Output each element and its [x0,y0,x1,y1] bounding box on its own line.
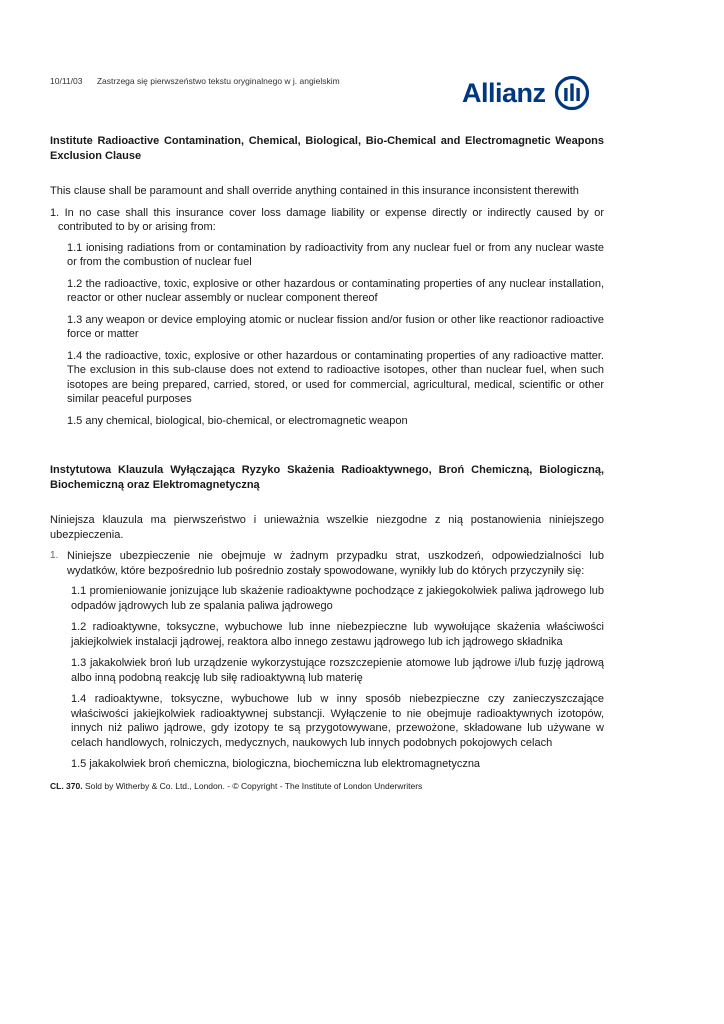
english-subitem-1-4: 1.4 the radioactive, toxic, explosive or other hazardous or contaminating properties of any radioactive matter. The exclusion in this sub-clause does not extend to radioactive isotopes, other than nuclear fuel, when such isotopes are being prepared, carried, stored, or used for commercial, agricultural, medical, scientific or other similar peaceful purposes [67,349,604,405]
english-subitem-1-2: 1.2 the radioactive, toxic, explosive or other hazardous or contaminating properties of any nuclear installation, reactor or other nuclear assembly or nuclear component thereof [67,277,604,304]
footer [50,781,422,791]
english-intro: This clause shall be paramount and shall override anything contained in this insurance inconsistent therewith [50,185,579,197]
footer-copyright: Sold by Witherby & Co. Ltd., London. - © Copyright - The Institute of London Underwriters [84,781,423,791]
allianz-eagle-icon [554,75,590,111]
english-clause-title: Institute Radioactive Contamination, Chemical, Biological, Bio-Chemical and Electromagnetic Weapons Exclusion Clause [50,135,604,162]
polish-subitem-1-5: 1.5 jakakolwiek broń chemiczna, biologiczna, biochemiczna lub elektromagnetyczna [71,758,481,770]
polish-intro: Niniejsza klauzula ma pierwszeństwo i unieważnia wszelkie niezgodne z nią postanowienia niniejszego ubezpieczenia. [50,514,604,541]
section-divider-space [50,435,604,463]
polish-item-1-number: 1. [50,550,59,561]
document-date: 10/11/03 [50,76,83,86]
polish-subitem-1-4: 1.4 radioaktywne, toksyczne, wybuchowe lub w inny sposób niebezpieczne czy zanieczyszczające właściwości jakiejkolwiek radioaktywnej substancji. Wyłączenie to nie obejmuje radioaktywnych izotopów, innych niż paliwo jądrowe, gdy izotopy te są przygotowywane, przewożone, składowane lub używane w celach handlowych, rolniczych, medycznych, naukowych lub innych podobnych pokojowych celach [71,693,604,749]
polish-subitem-1-2: 1.2 radioaktywne, toksyczne, wybuchowe lub inne niebezpieczne lub wywołujące skażenia właściwości jakiejkolwiek instalacji jądrowej, reaktora albo innego zestawu jądrowego lub ich jądrowego składnika [71,621,604,648]
english-subitem-1-1: 1.1 ionising radiations from or contamination by radioactivity from any nuclear fuel or from any nuclear waste or from the combustion of nuclear fuel [67,241,604,268]
polish-clause-title: Instytutowa Klauzula Wyłączająca Ryzyko Skażenia Radioaktywnego, Broń Chemiczną, Biologiczną, Biochemiczną oraz Elektromagnetyczną [50,464,604,491]
polish-item-1-text: Niniejsze ubezpieczenie nie obejmuje w żadnym przypadku strat, uszkodzeń, odpowiedzialności lub wydatków, które bezpośrednio lub pośrednio zostały spowodowane, wynikły lub do których przyczyniły się: [67,550,604,577]
english-subitem-1-5: 1.5 any chemical, biological, bio-chemical, or electromagnetic weapon [67,414,408,427]
clause-content [50,134,604,779]
polish-item-1 [50,549,604,578]
english-item-1: 1. In no case shall this insurance cover loss damage liability or expense directly or indirectly caused by or contributed to by or arising from: [50,206,604,233]
english-subitem-1-3: 1.3 any weapon or device employing atomic or nuclear fission and/or fusion or other like reactionor radioactive force or matter [67,313,604,340]
polish-subitem-1-3: 1.3 jakakolwiek broń lub urządzenie wykorzystujące rozszczepienie atomowe lub jądrowe i/lub fuzję jądrową albo inną podobną reakcję lub siłę radioaktywną lub materię [71,657,604,684]
translation-note: Zastrzega się pierwszeństwo tekstu oryginalnego w j. angielskim [96,76,340,86]
allianz-logo [462,74,608,112]
polish-subitem-1-1: 1.1 promieniowanie jonizujące lub skażenie radioaktywne pochodzące z jakiegokolwiek paliwa jądrowego lub odpadów jądrowych lub ze spalania paliwa jądrowego [71,585,604,612]
header-meta [50,76,340,86]
logo-wordmark: Allianz [462,77,546,108]
clause-code: CL. 370. [50,781,83,791]
